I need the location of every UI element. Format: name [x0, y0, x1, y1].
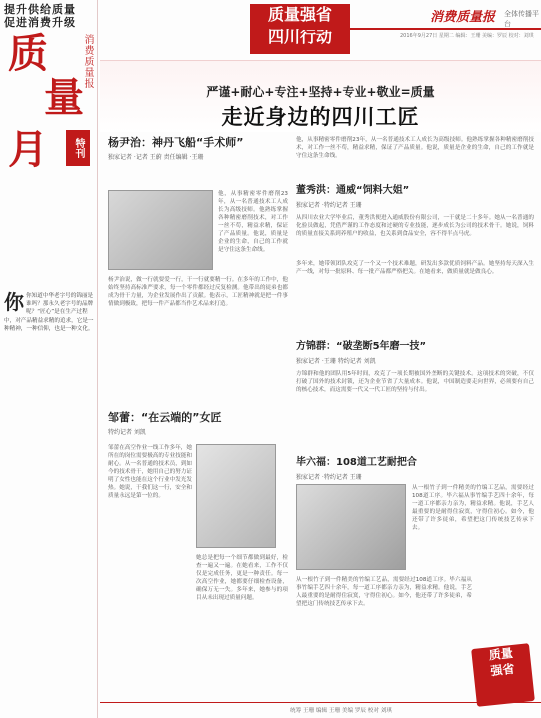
article-3-byline: 独家记者 ·特约记者 王珊: [296, 202, 362, 209]
article-3-header: [296, 184, 534, 213]
section-title-line-2: 四川行动: [267, 27, 332, 46]
stamp-line-2: 强省: [489, 661, 516, 679]
stamp-line-1: 质量: [488, 645, 514, 663]
header-rule: [300, 28, 541, 30]
newspaper-brand-sub: 全体传播平台: [504, 10, 539, 28]
article-1-byline: 独家记者 ·记者 王蔚 责任编辑 ·王珊: [108, 154, 204, 161]
top-slogan: [4, 3, 96, 29]
newspaper-brand: 消费质量报: [430, 10, 496, 25]
lead-dropcap: 你: [4, 290, 24, 314]
headline-banner: [100, 60, 541, 132]
masthead-char-2: 量: [44, 74, 84, 121]
article-3-text: 从四川农业大学毕业后，董秀洪便进入通威股份有限公司，一干就是二十多年。她从一名普通的化验员做起，凭借严谨的工作态度和过硬的专业技能，逐步成长为公司的技术骨干。她说，饲料的质量直接关系到养殖户的收益，也关系到食品安全，容不得半点马虎。: [296, 215, 534, 237]
lead-text: 你知道中华老字号的锦丽是谁吗？那永久老字号的品牌呢？“匠心”是在生产过程中，对产品精益求精的追求，它是一种精神，一种信仰，也是一种文化。: [4, 293, 94, 332]
article-4-title: 方锦群：“破垄断5年磨一技”: [296, 341, 427, 352]
banner-headline: 走近身边的四川工匠: [221, 105, 420, 129]
right-intro-text: 他，从事精密零件磨削23年，从一名普通技术工人成长为高级技师。他熟练掌握各种精密磨削技术，对工作一丝不苟，精益求精，保证了产品质量。他说，质量是企业的生命，自己的工作就是守住这条生命线。: [296, 137, 534, 159]
article-5-text-cont: 从一根竹子到一件精美的竹编工艺品，需要经过108道工序。毕六福从事竹编手艺四十余年，每一道工序都亲力亲为，精益求精。他说，手艺人最重要的是耐得住寂寞，守得住初心。如今，他还带了许多徒弟，希望把这门传统技艺传承下去。: [296, 577, 472, 607]
article-4-text: 方锦群和他的团队用5年时间，攻克了一项长期被国外垄断的关键技术。这项技术的突破，不仅打破了国外的技术封锁，还为企业节省了大量成本。他说，中国制造要走向世界，必须要有自己的核心技术，而这需要一代又一代工匠的坚持与付出。: [296, 371, 534, 393]
article-5-photo: [296, 484, 406, 570]
quality-stamp: [471, 643, 535, 707]
article-3-text-cont: 多年来，她带领团队攻克了一个又一个技术难题，研发出多款优质饲料产品。她坚持每天深入生产一线，对每一批原料、每一批产品都严格把关。在她看来，做质量就是做良心。: [296, 261, 534, 275]
article-1-title: 杨尹治：神丹飞船“手术师”: [108, 136, 244, 149]
article-2-title: 邹蕾：“在云端的”女匠: [108, 411, 222, 424]
masthead: [2, 30, 94, 270]
article-5-text: 从一根竹子到一件精美的竹编工艺品，需要经过108道工序。毕六福从事竹编手艺四十余年，每一道工序都亲力亲为，精益求精。他说，手艺人最重要的是耐得住寂寞，守得住初心。如今，他还带了许多徒弟，希望把这门传统技艺传承下去。: [412, 485, 534, 531]
article-1-text: 他，从事精密零件磨削23年，从一名普通技术工人成长为高级技师。他熟练掌握各种精密磨削技术，对工作一丝不苟，精益求精，保证了产品质量。他说，质量是企业的生命，自己的工作就是守住这条生命线。: [218, 191, 288, 253]
masthead-char-3: 月: [8, 126, 48, 173]
article-5-byline: 独家记者 ·特约记者 王珊: [296, 474, 362, 481]
article-2-header: [108, 411, 288, 440]
article-4-byline: 独家记者 ·王珊 特约记者 刘凯: [296, 358, 376, 365]
lead-paragraph: [4, 292, 94, 333]
section-title-line-1: 质量强省: [267, 5, 332, 24]
article-2-text: 邹蕾在高空作业一线工作多年，她所在的岗位需要极高的专业技能和耐心。从一名普通的技术员，到如今的技术骨干，她用自己的努力证明了女性也能在这个行业中发光发热。她说，干我们这一行，安全和质量永远是第一位的。: [108, 445, 192, 499]
article-1-photo: [108, 190, 213, 270]
masthead-char-1: 质: [8, 30, 48, 77]
article-2-byline: 特约记者 刘凯: [108, 429, 146, 436]
article-2-text-cont: 她总是把每一个细节都做到最好，检查一遍又一遍。在她看来，工作不仅仅是完成任务，更是一种责任。每一次高空作业，她都要仔细检查设备，确保万无一失。多年来，她参与的项目从未出现过质量问题。: [196, 555, 288, 601]
banner-subtitle: 严谨+耐心+专注+坚持+专业+敬业=质量: [206, 85, 435, 99]
article-5-header: [296, 456, 534, 485]
issue-date: 2016年9月27日 星期二 编辑：王珊 美编：罗辰 校对：刘琪: [400, 33, 534, 39]
slogan-line-2: 促进消费升级: [4, 16, 76, 29]
left-column: [0, 0, 98, 718]
slogan-line-1: 提升供给质量: [4, 3, 76, 16]
article-4-header: [296, 340, 534, 369]
page-footer: 统筹 王珊 编辑 王珊 美编 罗辰 校对 刘琪: [100, 702, 541, 714]
article-2-photo: [196, 444, 276, 548]
article-5-title: 毕六福：108道工艺耐把合: [296, 457, 417, 468]
article-3-title: 董秀洪：通威“饲料大姐”: [296, 185, 410, 196]
special-issue-tag: 特刊: [66, 130, 90, 166]
middle-column: [108, 136, 288, 601]
article-1-text-cont: 杨尹治说，做一行就要爱一行，干一行就要精一行。在多年的工作中，他始终坚持高标准严要求，每一个零件都经过反复检测。他带出的徒弟也都成为骨干力量，为企业发展作出了贡献。他表示，工匠精神就是把一件事情做到极致，把每一件产品都当作艺术品来打造。: [108, 277, 288, 307]
page-header: [100, 0, 541, 58]
masthead-brand: 消费质量报: [82, 34, 93, 89]
